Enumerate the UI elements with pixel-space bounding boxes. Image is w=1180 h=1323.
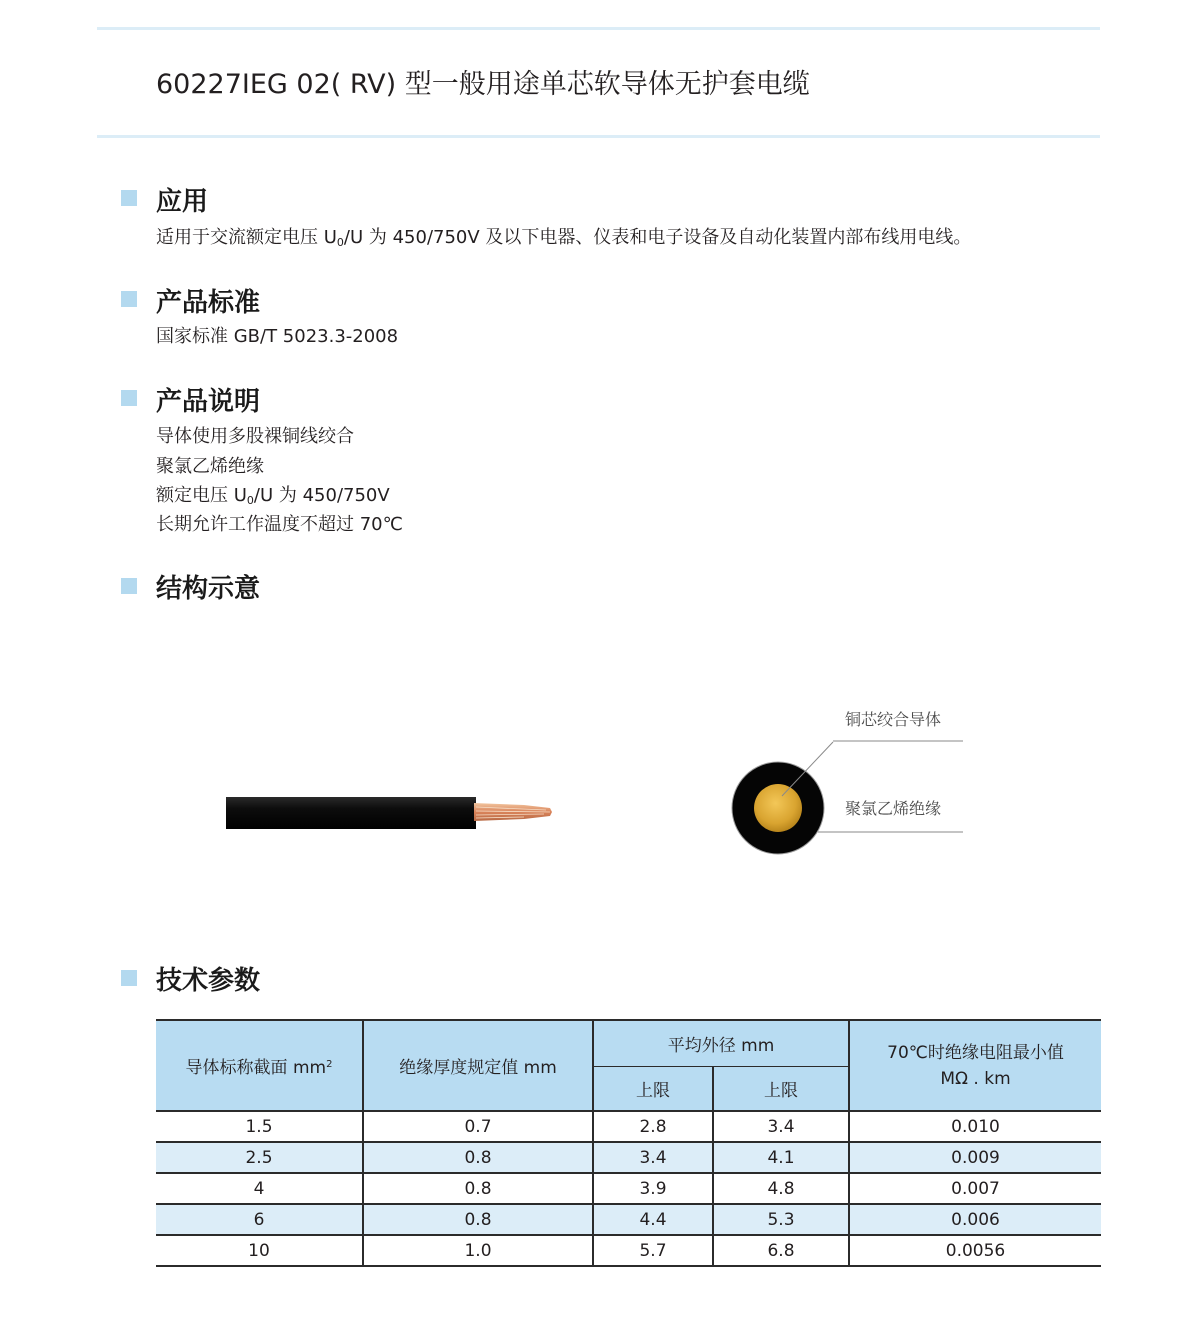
cable-jacket xyxy=(226,797,476,829)
section-heading-standard: 产品标准 xyxy=(156,288,261,318)
application-text-sub: 0 xyxy=(336,236,344,249)
application-text-before: 适用于交流额定电压 U xyxy=(156,227,337,248)
header-upper-1: 上限 xyxy=(593,1067,713,1112)
cell-insulation: 0.8 xyxy=(363,1142,593,1173)
section-marker-specs xyxy=(121,970,137,986)
table-row xyxy=(156,1235,1101,1266)
cell-upper: 3.4 xyxy=(713,1111,849,1142)
cell-upper: 4.8 xyxy=(713,1173,849,1204)
cell-section: 10 xyxy=(156,1235,363,1266)
header-resistance: 70℃时绝缘电阻最小值 MΩ . km xyxy=(849,1020,1101,1111)
cell-resistance: 0.006 xyxy=(849,1204,1101,1235)
section-heading-structure: 结构示意 xyxy=(156,574,261,604)
application-text xyxy=(156,223,971,249)
description-line-4: 长期允许工作温度不超过 70℃ xyxy=(156,514,403,535)
cell-lower: 5.7 xyxy=(593,1235,713,1266)
cell-lower: 3.9 xyxy=(593,1173,713,1204)
description-line-1: 导体使用多股裸铜线绞合 xyxy=(156,426,354,447)
section-marker-structure xyxy=(121,578,137,594)
standard-text: 国家标准 GB/T 5023.3-2008 xyxy=(156,326,399,347)
page-title: 60227IEG 02( RV) 型一般用途单芯软导体无护套电缆 xyxy=(156,69,810,100)
table-row xyxy=(156,1142,1101,1173)
cell-section: 6 xyxy=(156,1204,363,1235)
cell-resistance: 0.0056 xyxy=(849,1235,1101,1266)
cell-insulation: 1.0 xyxy=(363,1235,593,1266)
application-text-after: /U 为 450/750V 及以下电器、仪表和电子设备及自动化装置内部布线用电线。 xyxy=(343,227,972,248)
section-marker-application xyxy=(121,190,137,206)
description-line-2: 聚氯乙烯绝缘 xyxy=(156,456,264,477)
cell-insulation: 0.7 xyxy=(363,1111,593,1142)
cell-section: 4 xyxy=(156,1173,363,1204)
copper-core xyxy=(754,784,802,832)
cell-upper: 6.8 xyxy=(713,1235,849,1266)
title-divider xyxy=(97,135,1100,138)
section-marker-description xyxy=(121,390,137,406)
cell-lower: 2.8 xyxy=(593,1111,713,1142)
cell-resistance: 0.009 xyxy=(849,1142,1101,1173)
cell-section: 1.5 xyxy=(156,1111,363,1142)
header-upper-2: 上限 xyxy=(713,1067,849,1112)
table-row xyxy=(156,1111,1101,1142)
header-diameter: 平均外径 mm xyxy=(593,1020,849,1067)
cell-lower: 4.4 xyxy=(593,1204,713,1235)
cable-side-view-image xyxy=(224,790,554,836)
section-heading-description: 产品说明 xyxy=(156,387,261,417)
description-line-3-before: 额定电压 U xyxy=(156,485,247,506)
label-insulation: 聚氯乙烯绝缘 xyxy=(845,799,942,818)
spec-table xyxy=(156,1019,1101,1267)
description-line-3 xyxy=(156,481,390,507)
cell-section: 2.5 xyxy=(156,1142,363,1173)
cell-resistance: 0.007 xyxy=(849,1173,1101,1204)
table-row xyxy=(156,1204,1101,1235)
cell-resistance: 0.010 xyxy=(849,1111,1101,1142)
section-heading-application: 应用 xyxy=(156,187,209,217)
label-conductor: 铜芯绞合导体 xyxy=(845,710,942,729)
table-row xyxy=(156,1173,1101,1204)
section-marker-standard xyxy=(121,291,137,307)
cell-upper: 5.3 xyxy=(713,1204,849,1235)
section-heading-specs: 技术参数 xyxy=(156,966,261,996)
description-line-3-after: /U 为 450/750V xyxy=(253,485,390,506)
description-line-3-sub: 0 xyxy=(246,494,254,507)
header-cross-section: 导体标称截面 $mm^2$ xyxy=(156,1020,363,1111)
cell-insulation: 0.8 xyxy=(363,1173,593,1204)
cell-upper: 4.1 xyxy=(713,1142,849,1173)
cell-insulation: 0.8 xyxy=(363,1204,593,1235)
cell-lower: 3.4 xyxy=(593,1142,713,1173)
header-insulation: 绝缘厚度规定值 mm xyxy=(363,1020,593,1111)
top-divider xyxy=(97,27,1100,30)
